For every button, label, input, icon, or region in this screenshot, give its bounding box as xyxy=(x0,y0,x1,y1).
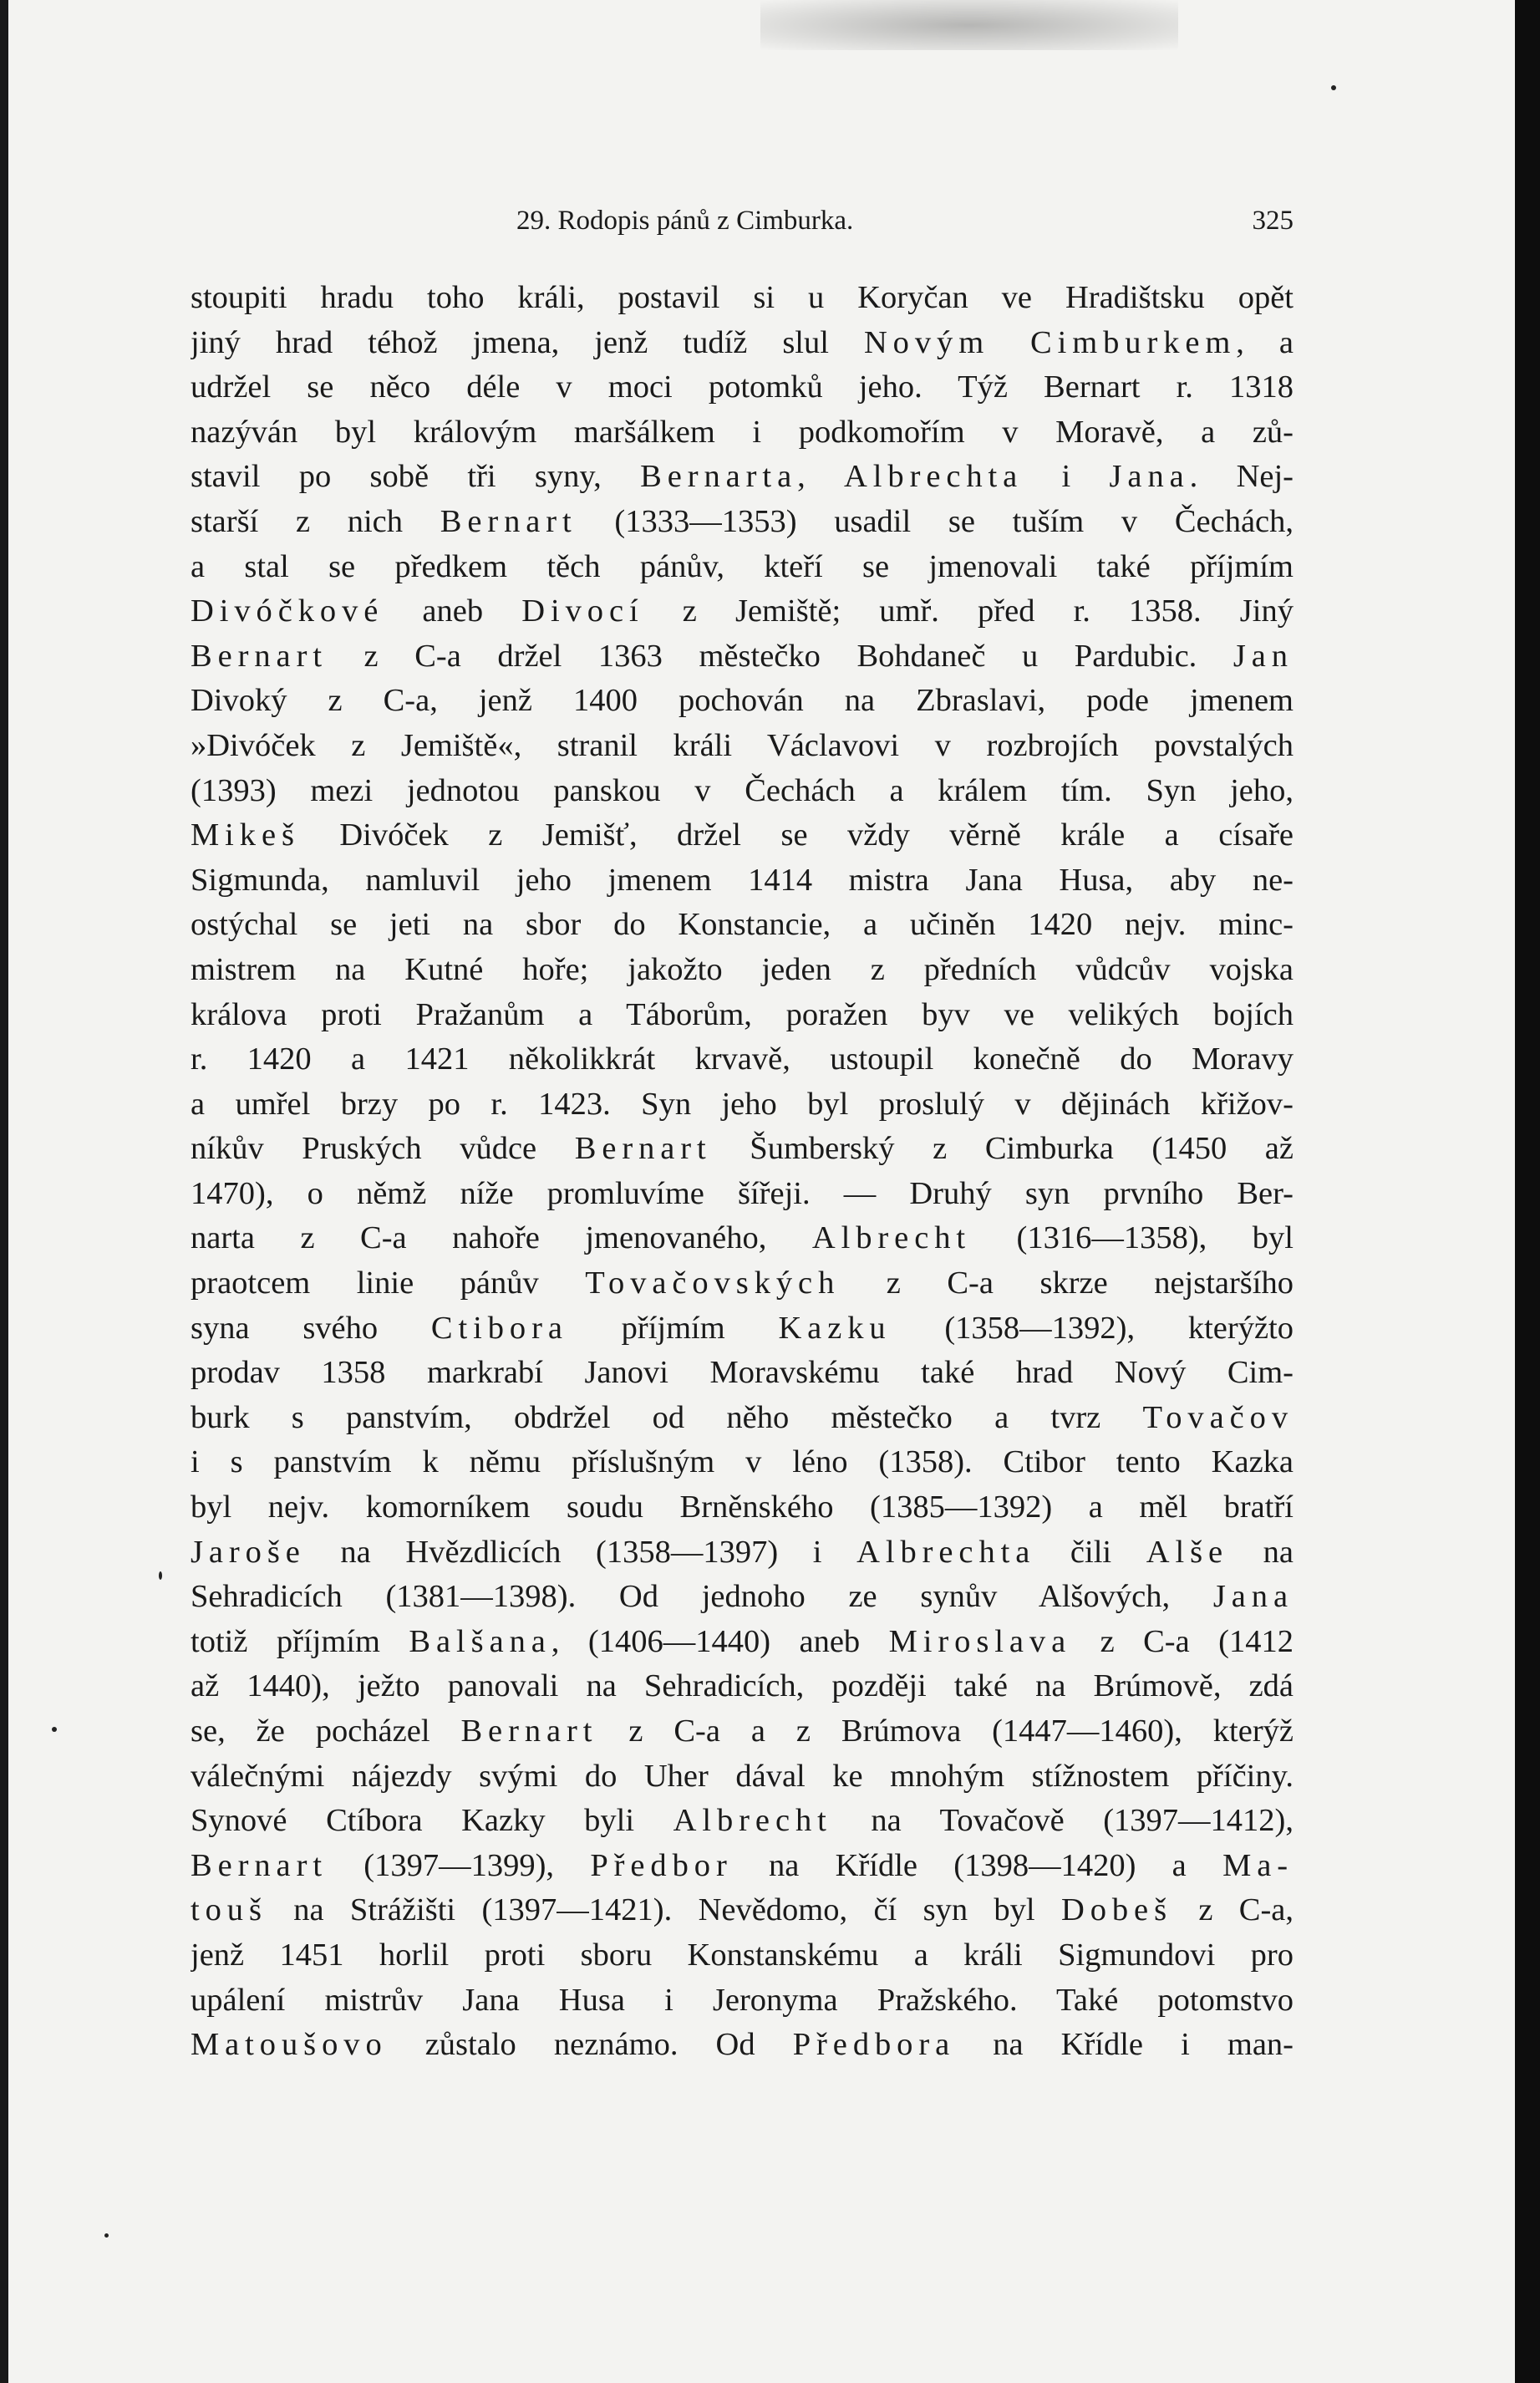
text-run: stoupiti hradu toho králi, postavil si u Koryčan ve Hradištsku opět xyxy=(191,280,1293,315)
text-line xyxy=(191,679,1293,724)
text-run: 1470), o němž níže promluvíme šířeji. — Druhý syn prvního Ber- xyxy=(191,1175,1293,1211)
text-run: r. 1420 a 1421 několikkrát krvavě, ustoupil konečně do Moravy xyxy=(191,1041,1293,1077)
text-run: z C-a (1412 xyxy=(1071,1623,1293,1659)
ink-speck xyxy=(1331,85,1336,90)
text-run: Synové Ctíbora Kazky byli xyxy=(191,1803,673,1839)
text-run: na xyxy=(1228,1534,1293,1570)
text-line xyxy=(191,634,1293,680)
spaced-name: Matoušovo xyxy=(191,2027,388,2063)
spaced-name: Mikeš xyxy=(191,817,300,853)
text-line xyxy=(191,1664,1293,1709)
text-line xyxy=(191,1351,1293,1396)
text-line xyxy=(191,903,1293,948)
scan-left-edge xyxy=(0,0,8,2383)
spaced-name: Balšana xyxy=(409,1623,551,1659)
text-line xyxy=(191,948,1293,993)
text-run: Divóček z Jemišť, držel se vždy věrně krále a císaře xyxy=(299,817,1293,853)
text-line xyxy=(191,1530,1293,1576)
ink-speck xyxy=(159,1571,162,1580)
text-line xyxy=(191,1844,1293,1889)
text-run: »Divóček z Jemiště«, stranil králi Václavovi v rozbrojích povstalých xyxy=(191,727,1293,763)
text-run: burk s panstvím, obdržel od něho městečko a tvrz xyxy=(191,1399,1143,1435)
text-run: Divoký z C-a, jenž 1400 pochován na Zbraslavi, pode jmenem xyxy=(191,683,1293,719)
text-line xyxy=(191,1396,1293,1441)
text-run: příjmím xyxy=(567,1310,779,1346)
text-run: (1358—1392), kterýžto xyxy=(891,1310,1293,1346)
text-run: králova proti Pražanům a Táborům, poražen byv ve velikých bojích xyxy=(191,996,1293,1032)
text-line xyxy=(191,1754,1293,1800)
text-run: starší z nich xyxy=(191,503,440,539)
text-run: ostýchal se jeti na sbor do Konstancie, a učiněn 1420 nejv. minc- xyxy=(191,907,1293,943)
spaced-name: Ctibora xyxy=(430,1310,568,1346)
text-line xyxy=(191,858,1293,904)
spaced-name: Tovačov xyxy=(1142,1399,1293,1435)
text-run: Sigmunda, namluvil jeho jmenem 1414 mistra Jana Husa, aby ne- xyxy=(191,862,1293,898)
text-run: z C-a držel 1363 městečko Bohdaneč u Pardubic. xyxy=(327,638,1233,674)
text-run: z C-a, xyxy=(1172,1892,1293,1928)
text-line xyxy=(191,1888,1293,1933)
spaced-name: Jan xyxy=(1233,638,1293,674)
text-line xyxy=(191,410,1293,456)
text-line xyxy=(191,1127,1293,1172)
body-text xyxy=(191,276,1293,2068)
text-run: (1393) mezi jednotou panskou v Čechách a králem tím. Syn jeho, xyxy=(191,772,1293,808)
text-run: (1316—1358), byl xyxy=(971,1220,1293,1256)
spaced-name: Miroslava xyxy=(888,1623,1072,1659)
text-line xyxy=(191,1216,1293,1261)
spaced-name: Bernart xyxy=(191,1847,328,1883)
text-run: stavil po sobě tři syny, xyxy=(191,459,641,495)
text-line xyxy=(191,813,1293,858)
text-line xyxy=(191,2023,1293,2068)
spaced-name: Bernart xyxy=(574,1131,712,1167)
text-run: válečnými nájezdy svými do Uher dával ke mnohým stížnostem příčiny. xyxy=(191,1758,1293,1794)
text-run: a umřel brzy po r. 1423. Syn jeho byl proslulý v dějinách křižov- xyxy=(191,1086,1293,1122)
spaced-name: Novým Cimburkem xyxy=(863,324,1237,360)
spaced-name: Kazku xyxy=(778,1310,892,1346)
spaced-name: Albrechta xyxy=(856,1534,1036,1570)
text-line xyxy=(191,1978,1293,2024)
text-line xyxy=(191,455,1293,500)
text-run: na Křídle (1398—1420) a xyxy=(732,1847,1223,1883)
text-run: totiž příjmím xyxy=(191,1623,409,1659)
text-line xyxy=(191,769,1293,814)
text-run: čili xyxy=(1035,1534,1146,1570)
text-run: níkův Pruských vůdce xyxy=(191,1131,575,1167)
text-run: na Křídle i man- xyxy=(955,2027,1293,2063)
text-run: narta z C-a nahoře jmenovaného, xyxy=(191,1220,812,1256)
text-run: praotcem linie pánův xyxy=(191,1265,586,1301)
spaced-name: Ma- xyxy=(1222,1847,1293,1883)
text-run: (1397—1399), xyxy=(327,1847,591,1883)
text-line xyxy=(191,1172,1293,1217)
text-run: , xyxy=(797,459,845,495)
spaced-name: Dobeš xyxy=(1060,1892,1172,1928)
spaced-name: Tovačovských xyxy=(585,1265,841,1301)
text-line xyxy=(191,1575,1293,1620)
text-run: na Tovačově (1397—1412), xyxy=(831,1803,1293,1839)
text-line xyxy=(191,1933,1293,1978)
spaced-name: Alše xyxy=(1146,1534,1229,1570)
text-run: až 1440), ježto panovali na Sehradicích, později také na Brúmově, zdá xyxy=(191,1668,1293,1704)
text-line xyxy=(191,589,1293,634)
text-run: aneb xyxy=(384,593,522,629)
text-run: byl nejv. komorníkem soudu Brněnského (1385—1392) a měl bratří xyxy=(191,1489,1293,1525)
spaced-name: Albrecht xyxy=(673,1803,832,1839)
text-run: z C-a skrze nejstaršího xyxy=(840,1265,1293,1301)
text-run: na Strážišti (1397—1421). Nevědomo, čí syn byl xyxy=(267,1892,1061,1928)
text-line xyxy=(191,1620,1293,1665)
spaced-name: Předbor xyxy=(590,1847,733,1883)
spaced-name: Bernart xyxy=(440,503,577,539)
text-run: Sehradicích (1381—1398). Od jednoho ze synův Alšových, xyxy=(191,1579,1213,1615)
text-line xyxy=(191,321,1293,366)
ink-speck xyxy=(104,2233,109,2238)
text-run: zůstalo neznámo. Od xyxy=(387,2027,793,2063)
text-run: na Hvězdlicích (1358—1397) i xyxy=(305,1534,857,1570)
text-run: i xyxy=(1023,459,1110,495)
text-run: syna svého xyxy=(191,1310,431,1346)
text-run: se, že pocházel xyxy=(191,1713,461,1749)
scan-shadow xyxy=(760,0,1178,50)
text-run: z C-a a z Brúmova (1447—1460), kterýž xyxy=(597,1713,1293,1749)
spaced-name: Jaroše xyxy=(191,1534,306,1570)
page-number: 325 xyxy=(1252,206,1293,236)
book-page xyxy=(8,0,1515,2383)
page-header xyxy=(191,206,1293,246)
spaced-name: Divóčkové xyxy=(191,593,384,629)
text-line xyxy=(191,1306,1293,1352)
text-line xyxy=(191,1261,1293,1306)
spaced-name: Albrechta xyxy=(844,459,1024,495)
ink-speck xyxy=(52,1727,57,1732)
text-line xyxy=(191,1082,1293,1128)
text-line xyxy=(191,1440,1293,1485)
text-run: i s panstvím k němu příslušným v léno (1358). Ctibor tento Kazka xyxy=(191,1444,1293,1480)
text-run: , (1406—1440) aneb xyxy=(551,1623,889,1659)
text-run: jiný hrad téhož jmena, jenž tudíž slul xyxy=(191,324,864,360)
text-run: Šumberský z Cimburka (1450 až xyxy=(711,1131,1293,1167)
text-run: . Nej- xyxy=(1189,459,1293,495)
text-line xyxy=(191,500,1293,545)
spaced-name: Divocí xyxy=(521,593,644,629)
scan-right-edge xyxy=(1515,0,1540,2383)
running-title: 29. Rodopis pánů z Cimburka. xyxy=(516,206,854,236)
spaced-name: Jana xyxy=(1212,1579,1293,1615)
text-run: prodav 1358 markrabí Janovi Moravskému také hrad Nový Cim- xyxy=(191,1355,1293,1391)
text-run: mistrem na Kutné hoře; jakožto jeden z předních vůdcův vojska xyxy=(191,951,1293,987)
spaced-name: Bernart xyxy=(191,638,328,674)
spaced-name: touš xyxy=(191,1892,267,1928)
text-run: nazýván byl královým maršálkem i podkomořím v Moravě, a zů- xyxy=(191,414,1293,450)
spaced-name: Jana xyxy=(1109,459,1190,495)
text-run: z Jemiště; umř. před r. 1358. Jiný xyxy=(643,593,1293,629)
text-run: upálení mistrův Jana Husa i Jeronyma Pražského. Také potomstvo xyxy=(191,1982,1293,2018)
text-run: jenž 1451 horlil proti sboru Konstanskému a králi Sigmundovi pro xyxy=(191,1937,1293,1973)
text-line xyxy=(191,545,1293,590)
text-line xyxy=(191,276,1293,321)
spaced-name: Albrecht xyxy=(811,1220,972,1256)
spaced-name: Předbora xyxy=(792,2027,956,2063)
spaced-name: Bernarta xyxy=(640,459,798,495)
text-line xyxy=(191,1037,1293,1082)
text-line xyxy=(191,1485,1293,1530)
text-line xyxy=(191,1709,1293,1754)
text-line xyxy=(191,1799,1293,1844)
text-run: udržel se něco déle v moci potomků jeho. Týž Bernart r. 1318 xyxy=(191,369,1293,405)
text-run: a stal se předkem těch pánův, kteří se jmenovali také příjmím xyxy=(191,548,1293,584)
spaced-name: Bernart xyxy=(460,1713,598,1749)
text-run: , a xyxy=(1236,324,1293,360)
text-line xyxy=(191,993,1293,1038)
text-line xyxy=(191,724,1293,769)
text-run: (1333—1353) usadil se tuším v Čechách, xyxy=(577,503,1293,539)
text-line xyxy=(191,365,1293,410)
